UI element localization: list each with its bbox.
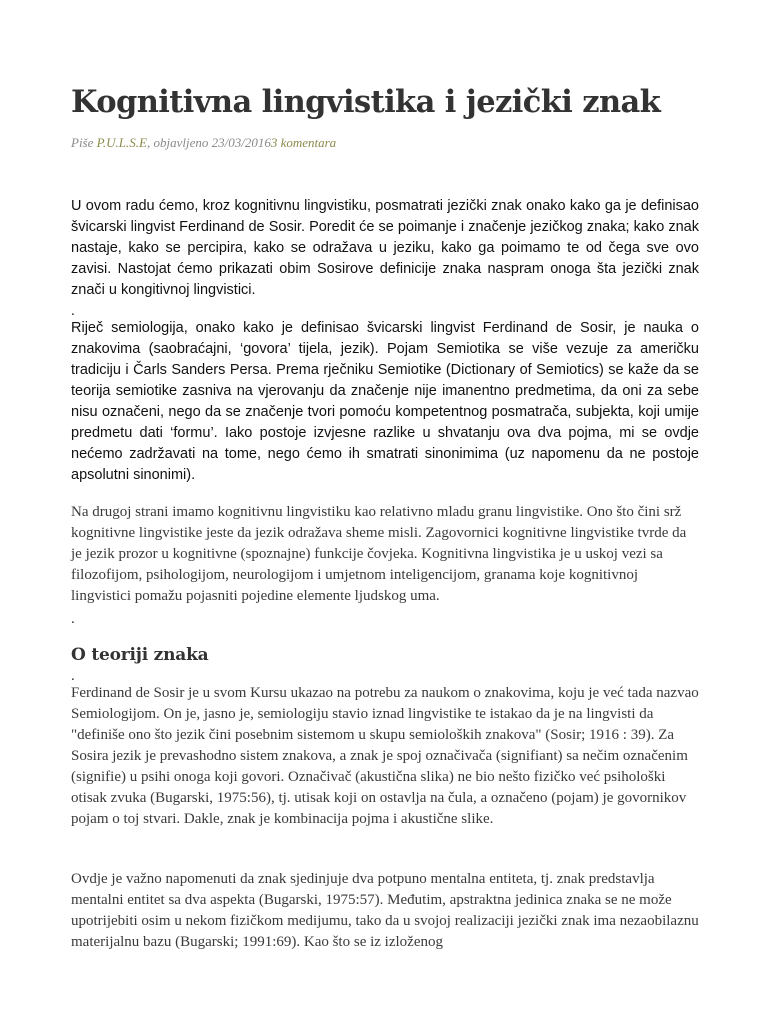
paragraph-cognitive: Na drugoj strani imamo kognitivnu lingvistiku kao relativno mladu granu lingvistike. Ono što čini srž kognitivne lingvistike jeste da jezik odražava sheme misli. Zagovornici kognitivne lingvistike tvrde da je jezik prozor u kognitivne (spoznajne) funkcije čovjeka. Kognitivna lingvistika je u uskoj vezi sa filozofijom, psihologijom, neurologijom i umjetnom inteligencijom, granama koje kognitivnoj lingvistici pomažu pojasniti pojedine elemente ljudskog uma. bbox=[71, 504, 687, 604]
separator-dot: . bbox=[71, 668, 75, 684]
paragraph-semiology: Riječ semiologija, onako kako je definisao švicarski lingvist Ferdinand de Sosir, je nauka o znakovima (saobraćajni, ‘govora’ tijela, jezik). Pojam Semiotika se više vezuje za američku tradiciju i Čarls Sanders Persa. Prema rječniku Semiotike (Dictionary of Semiotics) se kaže da se teorija semiotike zasniva na vjerovanju da značenje nije imanentno predmetima, da oni za sebe nisu označeni, nego da se značenje tvori pomoću kompetentnog posmatrača, subjekta, koji umije predmetu dati ‘formu’. Iako postoje izvjesne razlike u shvatanju ova dva pojma, mi se ovdje nećemo zadržavati na tome, nego ćemo ih smatrati sinonimima (uz napomenu da ne postoje apsolutni sinonimi). bbox=[71, 320, 699, 483]
separator-dot: . bbox=[71, 611, 75, 627]
comments-link[interactable]: 3 komentara bbox=[270, 135, 337, 150]
separator-dot: . bbox=[71, 303, 75, 319]
paragraph-sosir: Ferdinand de Sosir je u svom Kursu ukazao na potrebu za naukom o znakovima, koju je već tada nazvao Semiologijom. On je, jasno je, semiologiju stavio iznad lingvistike te istakao da je na lingvisti da "definiše ono što jezik čini posebnim sistemom u skupu semioloških znakova" (Sosir; 1916 : 39). Za Sosira jezik je prevashodno sistem znakova, a znak je spoj označivača (signifiant) sa nečim označenim (signifie) u psihi onoga koji govori. Označivač (akustična slika) ne bio nešto fizičko već psihološki otisak zvuka (Bugarski, 1975:56), tj. utisak koji on ostavlja na čula, a označeno (pojam) je govornikov pojam o toj stvari. Dakle, znak je kombinacija pojma i akustične slike. bbox=[71, 685, 699, 827]
paragraph-intro: U ovom radu ćemo, kroz kognitivnu lingvistiku, posmatrati jezički znak onako kako ga je definisao švicarski lingvist Ferdinand de Sosir. Poredit će se poimanje i značenje jezičkog znaka; kako znak nastaje, kako se percipira, kako se odražava u jeziku, kako ga poimamo te od čega sve ovo zavisi. Nastojat ćemo prikazati obim Sosirove definicije znaka naspram onoga šta jezički znak znači u kongitivnoj lingvistici. bbox=[71, 198, 699, 298]
section-heading: O teoriji znaka bbox=[71, 645, 209, 665]
paragraph-mental-entities: Ovdje je važno napomenuti da znak sjedinjuje dva potpuno mentalna entiteta, tj. znak predstavlja mentalni entitet sa dva aspekta (Bugarski, 1975:57). Međutim, apstraktna jedinica znaka se ne može upotrijebiti osim u nekom fizičkom medijumu, tako da u svojoj realizaciji jezički znak ima nezaobilaznu materijalnu bazu (Bugarski; 1991:69). Kao što se iz izloženog bbox=[71, 871, 699, 950]
article-title: Kognitivna lingvistika i jezički znak bbox=[71, 84, 661, 120]
meta-date: , objavljeno 23/03/2016 bbox=[146, 135, 271, 150]
article-meta bbox=[71, 135, 336, 151]
meta-prefix: Piše bbox=[71, 135, 97, 150]
author-link[interactable]: P.U.L.S.E bbox=[96, 135, 147, 150]
